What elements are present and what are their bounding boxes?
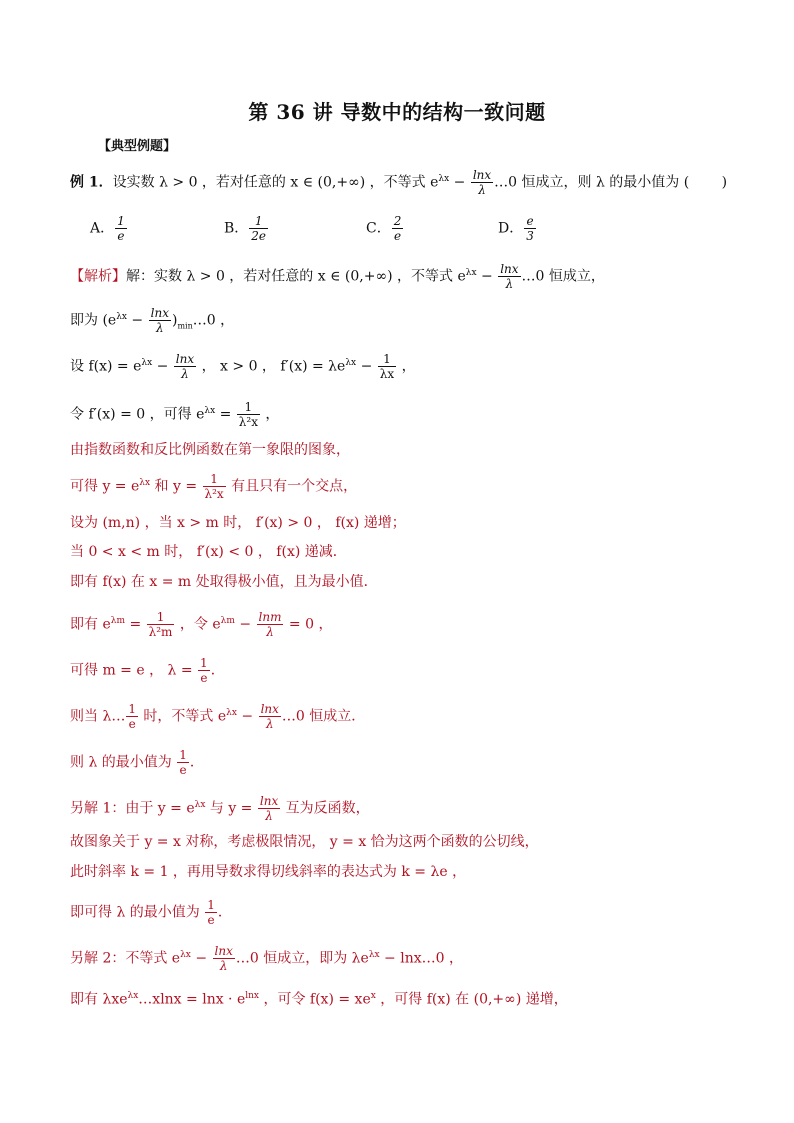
choice-d[interactable]: D． $\frac{e}{3}$: [498, 214, 534, 243]
section-label: 【典型例题】: [98, 139, 177, 154]
alt-solution-1-line-4: 即可得 λ 的最小值为 $\frac{1}{e}$ ．: [70, 898, 232, 927]
choice-a[interactable]: A． $\frac{1}{e}$: [90, 214, 125, 243]
solution-line-3: 设 $f(x) = e^{\lambda x}$ − $\frac{\ln x}{\lambda}$ ， x > 0 ， $f'(x) = \lambda e^{\lambda x}$ − $\frac{1}{\lambda x}$ ，: [70, 352, 416, 381]
example-stem: 例 1．设实数 λ > 0 ，若对任意的 x ∈ (0,+∞) ，不等式 $e^{\lambda x}$ − $\frac{\ln x}{\lambda}$ …0 恒成立，则 λ 的最小值为 ( ): [70, 168, 728, 197]
solution-line-8: 当 0 < x < m 时， f′(x) < 0 ， f(x) 递减．: [70, 544, 347, 560]
solution-line-13: 则 λ 的最小值为 $\frac{1}{e}$ ．: [70, 748, 204, 777]
solution-line-10: 即有 $e^{\lambda m}$ = $\frac{1}{\text{λ²m}}$ ，令 $e^{\lambda m}$ − $\frac{\ln m}{\lambda}$ = 0 ，: [70, 610, 333, 639]
stem-part-a: 设实数 λ > 0 ，若对任意的 x ∈ (0,+∞) ，不等式 e: [112, 174, 439, 191]
solution-line-11: 可得 m = e ， λ = $\frac{1}{e}$ ．: [70, 656, 225, 685]
solution-line-6: 可得 $y = e^{\lambda x}$ 和 y = $\frac{1}{\text{λ²x}}$ 有且只有一个交点，: [70, 472, 358, 501]
stem-exp: λx: [438, 173, 450, 184]
alt-solution-1-line-3: 此时斜率 k = 1 ，再用导数求得切线斜率的表达式为 k = λe ，: [70, 864, 467, 880]
example-label: 例 1．: [70, 174, 113, 191]
choice-c[interactable]: C． $\frac{2}{e}$: [366, 214, 402, 243]
alt-solution-1-line-2: 故图象关于 y = x 对称，考虑极限情况， y = x 恰为这两个函数的公切线，: [70, 834, 539, 850]
solution-line-1: 【解析】解：实数 λ > 0 ，若对任意的 x ∈ (0,+∞) ，不等式 $e^{\lambda x}$ − $\frac{\ln x}{\lambda}$ …0 恒成立，: [70, 262, 605, 291]
stem-fraction: $\frac{\ln x}{\lambda}$: [472, 168, 492, 197]
alt-solution-1-line-1: 另解 1：由于 $y = e^{\lambda x}$ 与 y = $\frac{\ln x}{\lambda}$ 互为反函数，: [70, 794, 370, 823]
alt-solution-2-line-1: 另解 2：不等式 $e^{\lambda x}$ − $\frac{\ln x}{\lambda}$ …0 恒成立，即为 $\lambda e^{\lambda x}$ − lnx…0 ，: [70, 944, 463, 973]
solution-line-2: 即为 ($e^{\lambda x}$ − $\frac{\ln x}{\lambda}$ )$_{min}\dots 0$ ，: [70, 306, 235, 335]
solution-line-5: 由指数函数和反比例函数在第一象限的图象，: [70, 442, 350, 458]
choice-b[interactable]: B． $\frac{1}{2e}$: [224, 214, 267, 243]
solution-line-9: 即有 f(x) 在 x = m 处取得极小值，且为最小值．: [70, 574, 378, 590]
solution-line-7: 设为 (m,n) ，当 x > m 时， f′(x) > 0 ， f(x) 递增；: [70, 515, 406, 531]
solution-tag: 【解析】: [70, 268, 126, 285]
solution-line-4: 令 f′(x) = 0 ，可得 $e^{\lambda x}$ = $\frac{1}{\text{λ²x}}$ ，: [70, 400, 280, 429]
alt-solution-2-line-2: 即有 λxe$^{\lambda x}$…xlnx = $\ln x \cdot e^{lnx}$ ，可令 $f(x) = xe^x$ ，可得 f(x) 在 (0,+∞) 递增，: [70, 991, 568, 1008]
stem-part-b: …0 恒成立，则 λ 的最小值为 ( ): [494, 174, 728, 191]
page-title: 第 36 讲 导数中的结构一致问题: [248, 100, 546, 124]
solution-line-12: 则当 λ… $\frac{1}{e}$ 时，不等式 $e^{\lambda x}$ − $\frac{\ln x}{\lambda}$ …0 恒成立．: [70, 702, 366, 731]
